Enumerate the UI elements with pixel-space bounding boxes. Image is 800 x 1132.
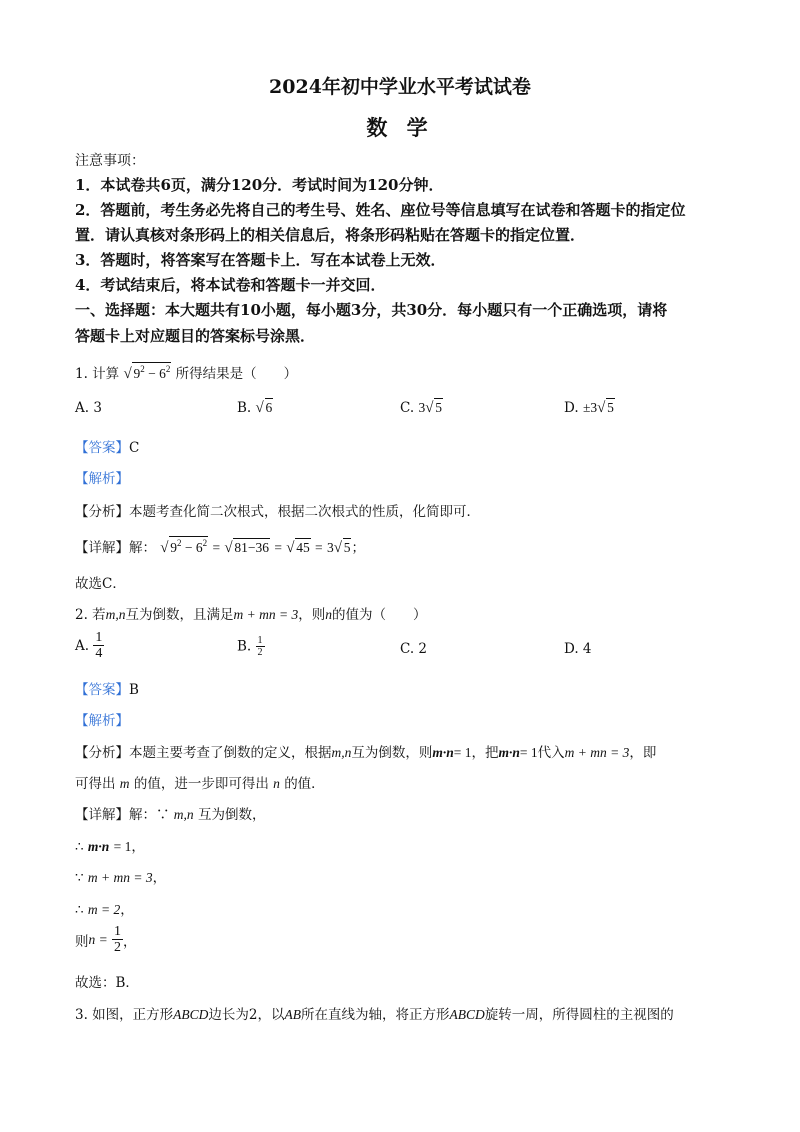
q1-radical: √ $9^2 - 6^2$ (123, 364, 171, 382)
q1-option-b: B. √ 6 (237, 400, 273, 416)
q1-analysis-tag: 【解析】 (75, 471, 129, 487)
q1-conclusion: 故选C． (75, 576, 126, 592)
answer-tag: 【答案】 (75, 440, 129, 456)
q3-stem: 3. 如图，正方形ABCD边长为2，以AB所在直线为轴，将正方形ABCD旋转一周，所得圆柱的主视图的 (75, 1007, 674, 1023)
q1-answer: 【答案】C (75, 440, 140, 456)
q2-analysis-tag: 【解析】 (75, 713, 129, 729)
subject-title: 数 学 (366, 115, 434, 140)
notice-item-2: 2．答题前，考生务必先将自己的考生号、姓名、座位号等信息填写在试卷和答题卡的指定位 (75, 201, 686, 219)
q2-xiangjie: 【详解】解：∵ m,n 互为倒数， (75, 807, 266, 823)
exam-title: 2024年初中学业水平考试试卷 (269, 76, 531, 98)
q2-step-4: 则n = $\frac{1}{2}$ ， (75, 924, 137, 956)
q1-fenxi: 【分析】本题考查化简二次根式，根据二次根式的性质，化简即可． (75, 504, 480, 520)
q2-stem: 2. 若m,n互为倒数，且满足m + mn = 3，则n的值为（ ） (75, 607, 427, 623)
notice-item-4: 4．考试结束后，将本试卷和答题卡一并交回． (75, 276, 386, 294)
q1-option-a: A. 3 (75, 400, 102, 416)
q2-option-c: C. 2 (400, 641, 428, 657)
q2-option-b: B. $\frac{1}{2}$ (237, 635, 263, 658)
section1-line1: 一、选择题：本大题共有10小题，每小题3分，共30分．每小题只有一个正确选项，请将 (75, 301, 668, 319)
notice-heading: 注意事项： (75, 153, 145, 169)
q1-option-c: C. 3 √ 5 (400, 400, 442, 416)
q2-option-a: A. $\frac{1}{4}$ (75, 630, 103, 662)
q2-fenxi-line1: 【分析】本题主要考查了倒数的定义，根据m,n互为倒数，则m·n= 1，把m·n= 1代入m + mn = 3，即 (75, 745, 657, 761)
q2-fenxi-line2: 可得出 m 的值，进一步即可得出 n 的值． (75, 776, 325, 792)
q2-step-3: ∴ m = 2， (75, 902, 134, 918)
q1-suffix: 所得结果是（ ） (175, 366, 298, 382)
q1-option-d: D. ±3 √ 5 (564, 400, 614, 416)
q1-stem (75, 362, 297, 382)
q2-conclusion: 故选：B． (75, 975, 139, 991)
q1-xiangjie: 【详解】解： √ $9^2 - 6^2$ = √ 81−36 = √ 45 = 3 √ 5； (75, 538, 365, 556)
q2-option-d: D. 4 (564, 641, 592, 657)
notice-item-1: 1．本试卷共6页，满分120分．考试时间为120分钟． (75, 176, 444, 194)
q2-step-2: ∵ m + mn = 3， (75, 870, 167, 886)
section1-line2: 答题卡上对应题目的答案标号涂黑． (75, 327, 316, 345)
q2-step-1: ∴ m·n = 1， (75, 839, 145, 855)
q2-answer: 【答案】B (75, 682, 139, 698)
q1-prefix: 1. 计算 (75, 366, 120, 382)
notice-item-2-cont: 置．请认真核对条形码上的相关信息后，将条形码粘贴在答题卡的指定位置． (75, 226, 586, 244)
notice-item-3: 3．答题时，将答案写在答题卡上．写在本试卷上无效． (75, 251, 446, 269)
